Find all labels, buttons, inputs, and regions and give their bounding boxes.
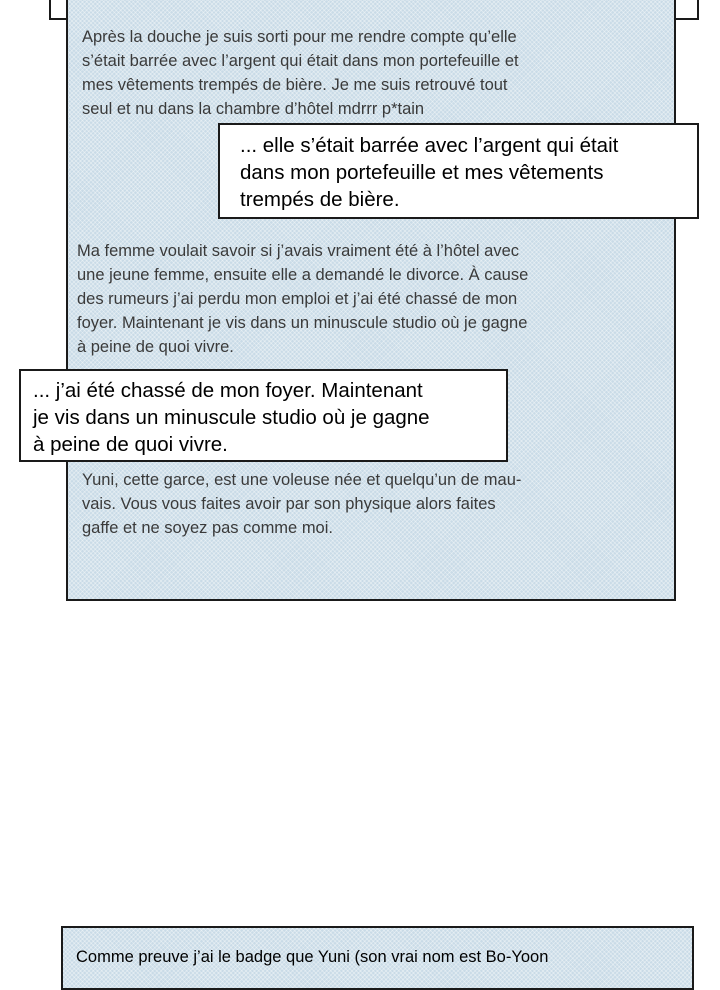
post-paragraph: Yuni, cette garce, est une voleuse née et quelqu’un de mau- vais. Vous vous faites avoir par son physique alors faites gaffe et ne soyez pas comme moi. bbox=[82, 471, 522, 537]
next-post-panel bbox=[61, 926, 694, 990]
post-paragraph: Après la douche je suis sorti pour me rendre compte qu’elle s’était barrée avec l’argent qui était dans mon portefeuille et mes vêtements trempés de bière. Je me suis retrouvé tout seul et nu dans la chambre d’hôtel mdrrr p*tain bbox=[82, 28, 519, 118]
narration-caption: ... j’ai été chassé de mon foyer. Maintenant je vis dans un minuscule studio où je gagne à peine de quoi vivre. bbox=[19, 369, 508, 462]
post-paragraph: Ma femme voulait savoir si j’avais vraiment été à l’hôtel avec une jeune femme, ensuite elle a demandé le divorce. À cause des rumeurs j’ai perdu mon emploi et j’ai été chassé de mon foyer. Maintenant je vis dans un minuscule studio où je gagne à peine de quoi vivre. bbox=[77, 242, 529, 356]
narration-caption: ... elle s’était barrée avec l’argent qui était dans mon portefeuille et mes vêtements trempés de bière. bbox=[218, 123, 699, 219]
next-post-text: Comme preuve j’ai le badge que Yuni (son vrai nom est Bo-Yoon bbox=[76, 948, 549, 966]
